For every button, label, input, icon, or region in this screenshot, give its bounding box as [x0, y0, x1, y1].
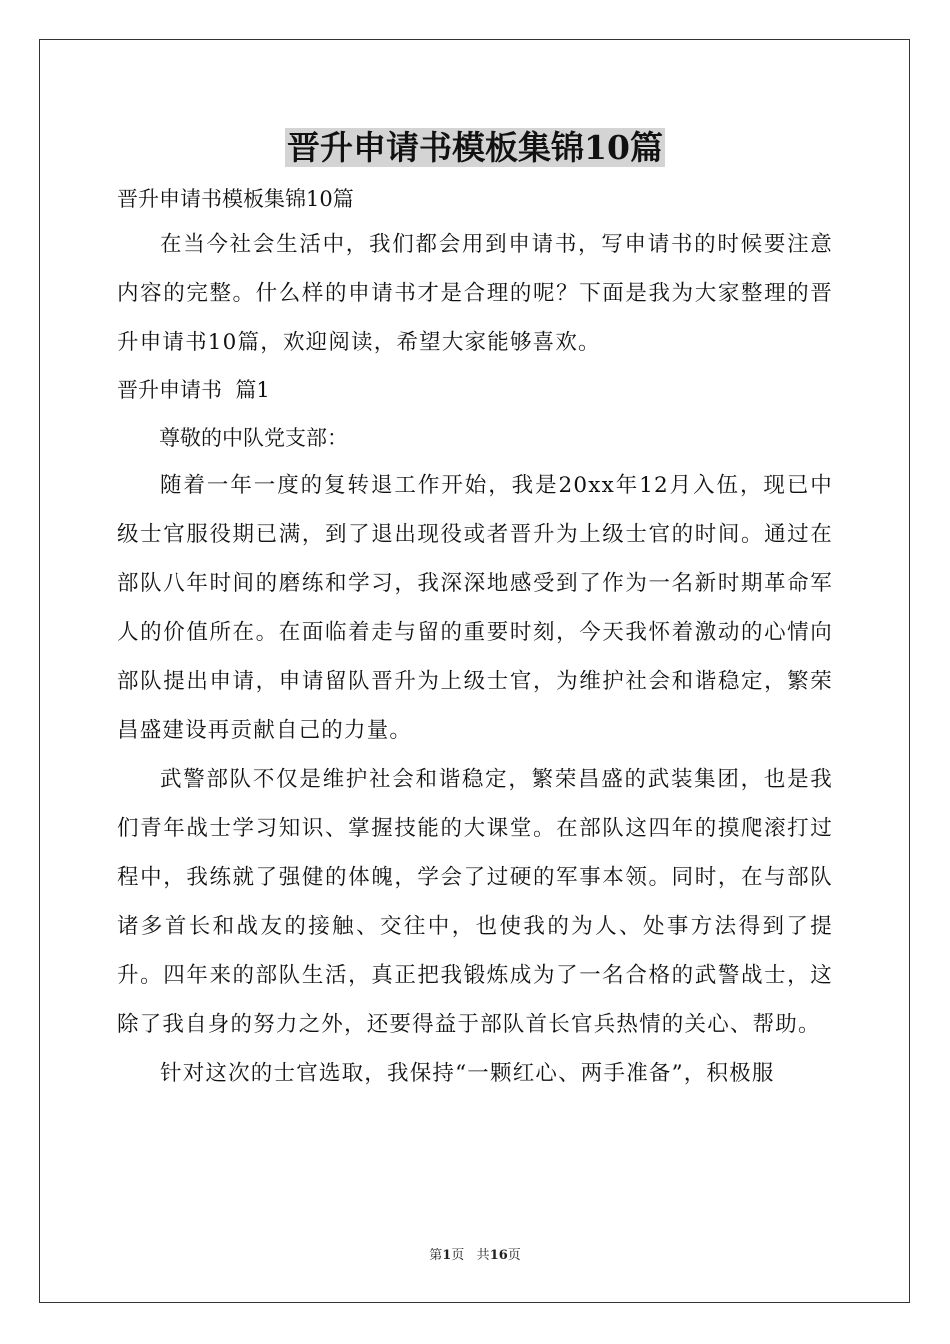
footer-page-number: 1: [442, 1248, 452, 1263]
intro-paragraph: 在当今社会生活中，我们都会用到申请书，写申请书的时候要注意内容的完整。什么样的申请书才是合理的呢？下面是我为大家整理的晋升申请书10篇，欢迎阅读，希望大家能够喜欢。: [117, 232, 833, 355]
footer-total-suffix: 页: [507, 1248, 521, 1263]
document-title: [0, 126, 950, 170]
body-paragraph-3: 针对这次的士官选取，我保持“一颗红心、两手准备”，积极服: [160, 1061, 775, 1086]
document-title-text: 晋升申请书模板集锦10篇: [287, 128, 663, 167]
body-paragraph-1: 随着一年一度的复转退工作开始，我是20xx年12月入伍，现已中级士官服役期已满，到了退出现役或者晋升为上级士官的时间。通过在部队八年时间的磨练和学习，我深深地感受到了作为一名新时期革命军人的价值所在。在面临着走与留的重要时刻，今天我怀着激动的心情向部队提出申请，申请留队晋升为上级士官，为维护社会和谐稳定，繁荣昌盛建设再贡献自己的力量。: [117, 473, 833, 743]
salutation: 尊敬的中队党支部：: [159, 426, 348, 450]
body-paragraph-2: 武警部队不仅是维护社会和谐稳定，繁荣昌盛的武装集团，也是我们青年战士学习知识、掌握技能的大课堂。在部队这四年的摸爬滚打过程中，我练就了强健的体魄，学会了过硬的军事本领。同时，在与部队诸多首长和战友的接触、交往中，也使我的为人、处事方法得到了提升。四年来的部队生活，真正把我锻炼成为了一名合格的武警战士，这除了我自身的努力之外，还要得益于部队首长官兵热情的关心、帮助。: [117, 767, 833, 1037]
page-footer: [0, 1244, 950, 1263]
document-body: [117, 180, 833, 1098]
footer-prefix: 第: [429, 1248, 443, 1263]
footer-page-suffix: 页: [451, 1248, 465, 1263]
footer-total-prefix: 共: [476, 1248, 490, 1263]
section-heading: 晋升申请书 篇1: [117, 378, 270, 402]
footer-total-pages: 16: [489, 1248, 508, 1263]
document-subtitle: 晋升申请书模板集锦10篇: [117, 187, 354, 211]
